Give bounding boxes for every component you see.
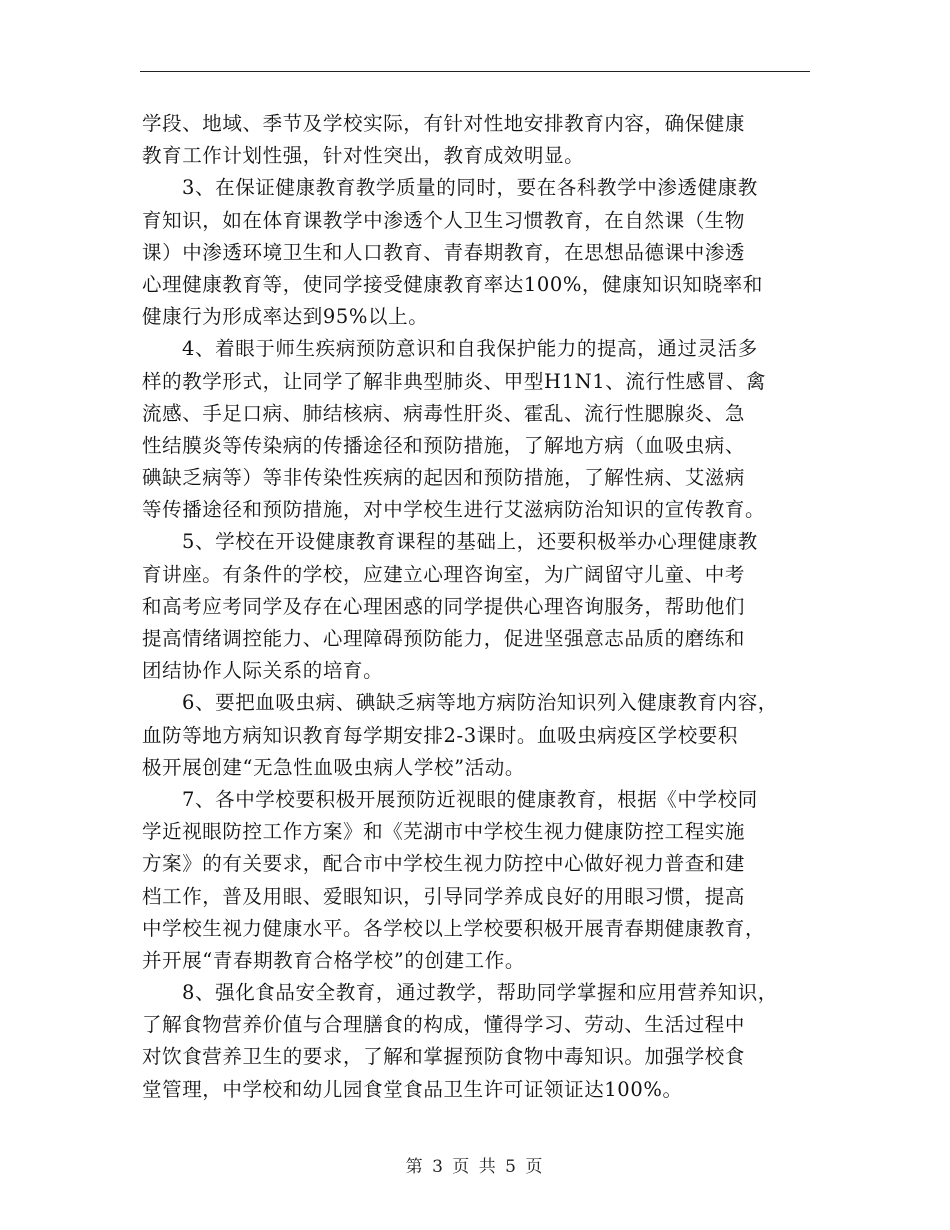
paragraph-start-line: 8、强化食品安全教育，通过教学，帮助同学掌握和应用营养知识，: [182, 981, 778, 1005]
text-line: 档工作，普及用眼、爱眼知识，引导同学养成良好的用眼习惯，提高: [142, 884, 746, 908]
text-line: 学近视眼防控工作方案》和《芜湖市中学校生视力健康防控工程实施: [142, 820, 746, 844]
text-line: 和高考应考同学及存在心理困惑的同学提供心理咨询服务，帮助他们: [142, 594, 746, 618]
page-footer: 第 3 页 共 5 页: [405, 1157, 545, 1177]
text-line: 了解食物营养价值与合理膳食的构成，懂得学习、劳动、生活过程中: [142, 1013, 746, 1037]
text-line: 并开展“青春期教育合格学校”的创建工作。: [142, 948, 525, 972]
text-line: 健康行为形成率达到95%以上。: [142, 305, 429, 329]
text-line: 性结膜炎等传染病的传播途径和预防措施，了解地方病（血吸虫病、: [142, 433, 746, 457]
paragraph-start-line: 3、在保证健康教育教学质量的同时，要在各科教学中渗透健康教: [182, 176, 758, 200]
paragraph-start-line: 6、要把血吸虫病、碘缺乏病等地方病防治知识列入健康教育内容，: [182, 691, 778, 715]
text-line: 方案》的有关要求，配合市中学校生视力防控中心做好视力普查和建: [142, 852, 746, 876]
paragraph-start-line: 4、着眼于师生疾病预防意识和自我保护能力的提高，通过灵活多: [182, 337, 758, 361]
text-line: 课）中渗透环境卫生和人口教育、青春期教育，在思想品德课中渗透: [142, 240, 746, 264]
text-line: 提高情绪调控能力、心理障碍预防能力，促进坚强意志品质的磨练和: [142, 627, 746, 650]
text-line: 对饮食营养卫生的要求，了解和掌握预防食物中毒知识。加强学校食: [142, 1045, 746, 1069]
text-line: 教育工作计划性强，针对性突出，教育成效明显。: [142, 144, 585, 168]
text-line: 样的教学形式，让同学了解非典型肺炎、甲型H1N1、流行性感冒、禽: [142, 369, 767, 393]
paragraph-start-line: 7、各中学校要积极开展预防近视眼的健康教育，根据《中学校同: [182, 787, 758, 811]
text-line: 育知识，如在体育课教学中渗透个人卫生习惯教育，在自然课（生物: [142, 208, 746, 232]
text-line: 碘缺乏病等）等非传染性疾病的起因和预防措施，了解性病、艾滋病: [142, 466, 746, 490]
text-line: 血防等地方病知识教育每学期安排2-3课时。血吸虫病疫区学校要积: [142, 723, 739, 747]
text-line: 堂管理，中学校和幼儿园食堂食品卫生许可证领证达100%。: [142, 1077, 683, 1101]
body-text: [142, 108, 812, 1106]
header-rule: [140, 71, 810, 72]
text-line: 流感、手足口病、肺结核病、病毒性肝炎、霍乱、流行性腮腺炎、急: [142, 401, 746, 425]
paragraph-start-line: 5、学校在开设健康教育课程的基础上，还要积极举办心理健康教: [182, 530, 758, 554]
text-line: 极开展创建“无急性血吸虫病人学校”活动。: [142, 755, 525, 779]
text-line: 团结协作人际关系的培育。: [142, 659, 384, 683]
text-line: 学段、地域、季节及学校实际，有针对性地安排教育内容，确保健康: [142, 112, 746, 135]
text-line: 心理健康教育等，使同学接受健康教育率达100%，健康知识知晓率和: [142, 272, 763, 296]
text-line: 中学校生视力健康水平。各学校以上学校要积极开展青春期健康教育，: [142, 916, 766, 940]
text-line: 等传播途径和预防措施，对中学校生进行艾滋病防治知识的宣传教育。: [142, 498, 766, 522]
text-line: 育讲座。有条件的学校，应建立心理咨询室，为广阔留守儿童、中考: [142, 562, 746, 586]
